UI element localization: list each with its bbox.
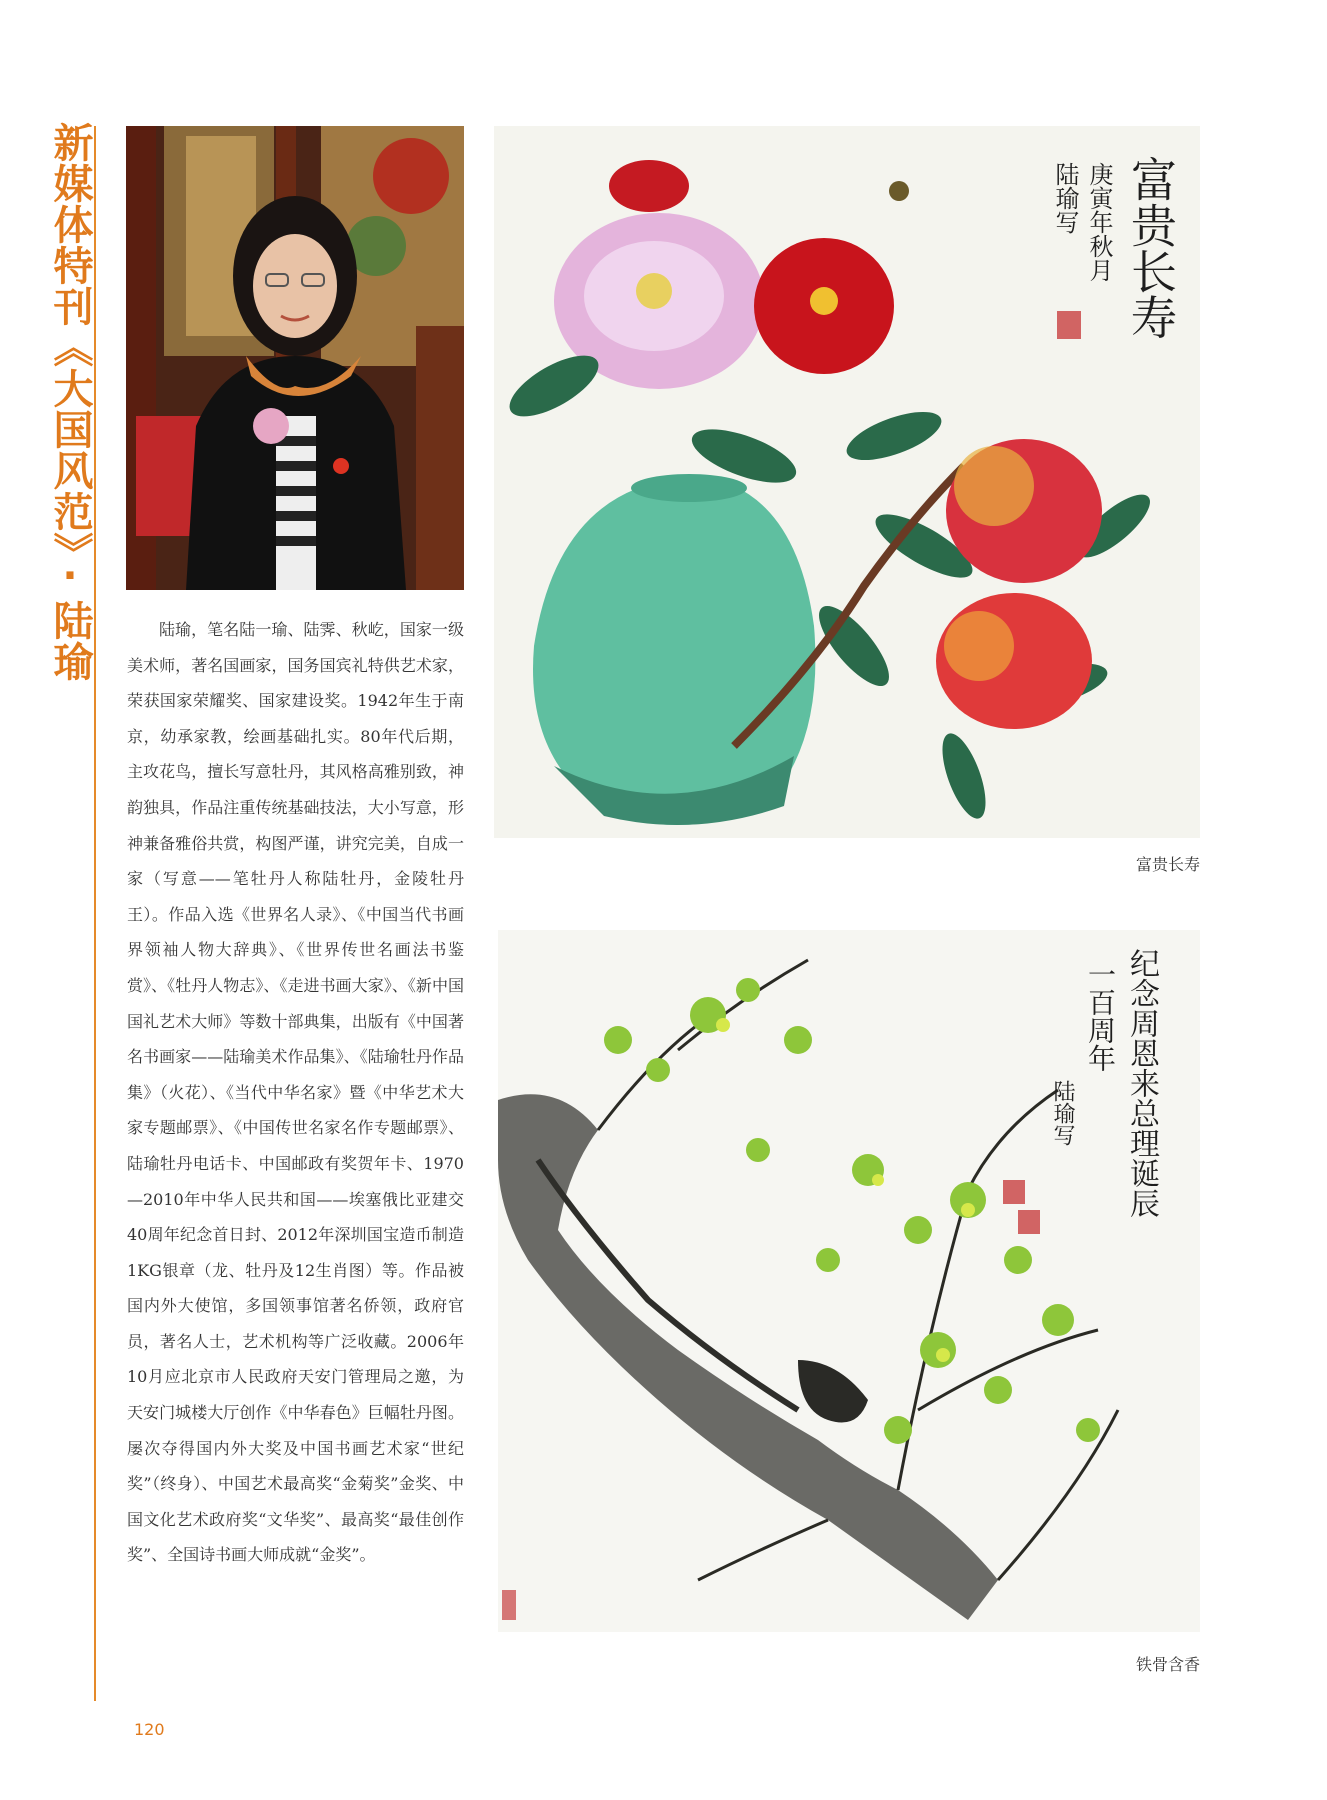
painting-peony-vase — [494, 126, 1200, 838]
page-number: 120 — [134, 1720, 165, 1739]
painting-calligraphy-title: 纪念周恩来总理诞辰 — [1124, 948, 1159, 1218]
painting-caption: 铁骨含香 — [1135, 1655, 1200, 1674]
painting-inscription: 庚寅年秋月 — [1085, 162, 1113, 282]
painting-signature: 陆瑜写 — [1051, 162, 1079, 234]
painting-caption: 富贵长寿 — [1135, 855, 1200, 874]
painting-inscription: 一百周年 — [1084, 960, 1117, 1072]
painting-signature: 陆瑜写 — [1050, 1080, 1075, 1146]
section-title: 新媒体特刊《大国风范》·陆瑜 — [47, 122, 93, 682]
artist-portrait-photo — [126, 126, 464, 590]
painting-plum-blossom — [498, 930, 1200, 1632]
vertical-divider — [94, 126, 96, 1701]
artist-biography: 陆瑜，笔名陆一瑜、陆霁、秋屹，国家一级美术师，著名国画家，国务国宾礼特供艺术家，荣获国家荣耀奖、国家建设奖。1942年生于南京，幼承家教，绘画基础扎实。80年代后期，主攻花鸟，擅长写意牡丹，其风格高雅别致，神韵独具，作品注重传统基础技法，大小写意，形神兼备雅俗共赏，构图严谨，讲究完美，自成一家（写意——笔牡丹人称陆牡丹，金陵牡丹王）。作品入选《世界名人录》、《中国当代书画界领袖人物大辞典》、《世界传世名画法书鉴赏》、《牡丹人物志》、《走进书画大家》、《新中国国礼艺术大师》等数十部典集，出版有《中国著名书画家——陆瑜美术作品集》、《陆瑜牡丹作品集》（火花）、《当代中华名家》暨《中华艺术大家专题邮票》、《中国传世名家名作专题邮票》、陆瑜牡丹电话卡、中国邮政有奖贺年卡、1970—2010年中华人民共和国——埃塞俄比亚建交40周年纪念首日封、2012年深圳国宝造币制造1KG银章（龙、牡丹及12生肖图）等。作品被国内外大使馆，多国领事馆著名侨领，政府官员，著名人士，艺术机构等广泛收藏。2006年10月应北京市人民政府天安门管理局之邀，为天安门城楼大厅创作《中华春色》巨幅牡丹图。屡次夺得国内外大奖及中国书画艺术家“世纪奖”（终身）、中国艺术最高奖“金菊奖”金奖、中国文化艺术政府奖“文华奖”、最高奖“最佳创作奖”、全国诗书画大师成就“金奖”。 — [127, 620, 464, 1565]
painting-calligraphy-title: 富贵长寿 — [1124, 156, 1178, 340]
